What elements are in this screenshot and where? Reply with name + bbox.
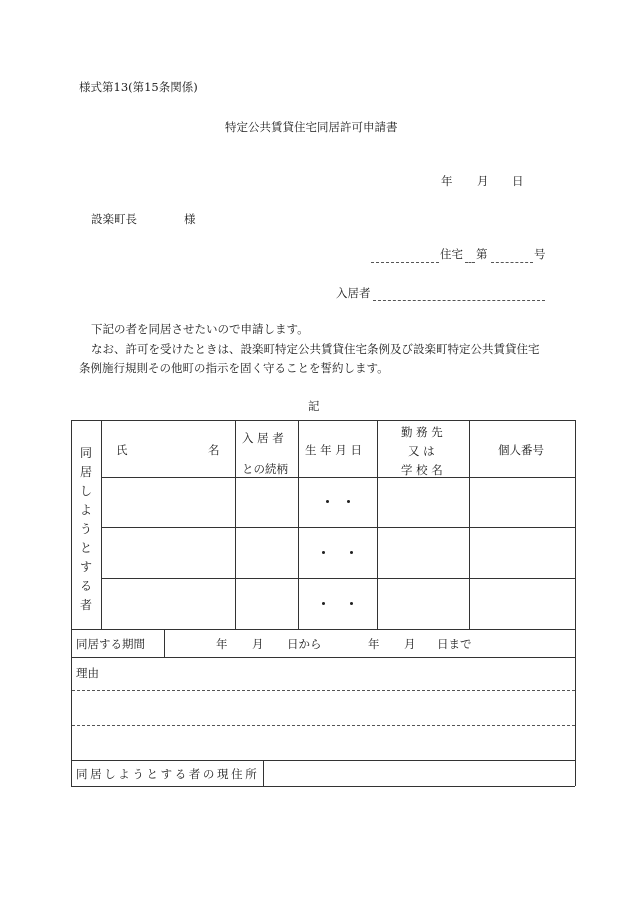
col-header-work-2: 又 は bbox=[408, 444, 435, 458]
date-month-label: 月 bbox=[477, 174, 489, 188]
reason-dashed-line-1 bbox=[72, 690, 575, 691]
row1-mynumber-cell[interactable] bbox=[470, 478, 574, 526]
ki-heading: 記 bbox=[308, 399, 320, 413]
col-header-mynumber: 個人番号 bbox=[498, 443, 544, 457]
date-separator-dot bbox=[347, 500, 350, 503]
col-header-relation-1: 入 居 者 bbox=[242, 431, 284, 445]
row3-birthdate-cell[interactable] bbox=[299, 579, 376, 628]
date-separator-dot bbox=[322, 602, 325, 605]
pledge-statement-line1: なお、許可を受けたときは、設楽町特定公共賃貸住宅条例及び設楽町特定公共賃貸住宅 bbox=[91, 342, 540, 356]
resident-label: 入居者 bbox=[336, 286, 371, 300]
row1-name-cell[interactable] bbox=[102, 478, 234, 526]
resident-name-blank[interactable] bbox=[373, 300, 545, 301]
period-year-until: 年 bbox=[368, 637, 380, 651]
side-label-char: 者 bbox=[79, 598, 92, 612]
col-header-work-3: 学 校 名 bbox=[401, 463, 443, 477]
side-label-char: 同 bbox=[79, 446, 92, 460]
date-separator-dot bbox=[326, 500, 329, 503]
date-day-label: 日 bbox=[512, 174, 524, 188]
col-header-name-2: 名 bbox=[208, 443, 220, 457]
col-header-birthdate: 生 年 月 日 bbox=[305, 443, 362, 457]
address-label: 同居しようとする者の現住所 bbox=[76, 767, 260, 781]
side-label-char: 居 bbox=[79, 465, 92, 479]
pledge-statement-line2: 条例施行規則その他町の指示を固く守ることを誓約します。 bbox=[79, 361, 389, 375]
row1-birthdate-cell[interactable] bbox=[299, 478, 376, 526]
housing-number-blank[interactable] bbox=[491, 262, 533, 263]
number-prefix: 第 bbox=[476, 247, 488, 261]
period-year-from: 年 bbox=[216, 637, 228, 651]
row2-name-cell[interactable] bbox=[102, 528, 234, 577]
side-label-char: と bbox=[79, 541, 92, 555]
col-header-name-1: 氏 bbox=[116, 443, 128, 457]
address-entry-cell[interactable] bbox=[264, 761, 574, 785]
row2-mynumber-cell[interactable] bbox=[470, 528, 574, 577]
housing-name-blank[interactable] bbox=[371, 262, 439, 263]
period-day-until: 日まで bbox=[437, 637, 472, 651]
reason-entry-area[interactable] bbox=[72, 658, 574, 760]
col-header-relation-2: との続柄 bbox=[242, 462, 288, 476]
row2-workplace-cell[interactable] bbox=[378, 528, 468, 577]
side-label-char: る bbox=[79, 579, 92, 593]
row3-workplace-cell[interactable] bbox=[378, 579, 468, 628]
period-day-from: 日から bbox=[287, 637, 322, 651]
table-border-bottom bbox=[71, 786, 575, 787]
date-separator-dot bbox=[322, 551, 325, 554]
row2-relation-cell[interactable] bbox=[236, 528, 297, 577]
date-separator-dot bbox=[350, 551, 353, 554]
reason-label: 理由 bbox=[76, 666, 99, 680]
period-month-until: 月 bbox=[404, 637, 416, 651]
housing-gap-blank bbox=[465, 262, 475, 263]
period-label: 同居する期間 bbox=[76, 637, 145, 651]
date-year-label: 年 bbox=[441, 174, 453, 188]
row3-name-cell[interactable] bbox=[102, 579, 234, 628]
number-suffix: 号 bbox=[534, 247, 546, 261]
table-border-top bbox=[71, 420, 575, 421]
table-border-right bbox=[575, 420, 576, 786]
form-number: 様式第13(第15条関係) bbox=[79, 80, 198, 94]
period-entry-cell[interactable] bbox=[165, 630, 574, 656]
side-label-char: う bbox=[79, 522, 92, 536]
side-label-char: よ bbox=[79, 503, 92, 517]
row1-relation-cell[interactable] bbox=[236, 478, 297, 526]
honorific: 様 bbox=[184, 212, 196, 226]
period-month-from: 月 bbox=[252, 637, 264, 651]
col-header-work-1: 勤 務 先 bbox=[401, 425, 443, 439]
request-statement: 下記の者を同居させたいので申請します。 bbox=[91, 322, 309, 336]
row1-workplace-cell[interactable] bbox=[378, 478, 468, 526]
row2-birthdate-cell[interactable] bbox=[299, 528, 376, 577]
page-title: 特定公共賃貸住宅同居許可申請書 bbox=[225, 120, 398, 134]
addressee: 設楽町長 bbox=[91, 212, 137, 226]
reason-dashed-line-2 bbox=[72, 725, 575, 726]
row3-mynumber-cell[interactable] bbox=[470, 579, 574, 628]
housing-label: 住宅 bbox=[440, 247, 463, 261]
side-label-char: し bbox=[79, 484, 92, 498]
date-separator-dot bbox=[350, 602, 353, 605]
side-label-char: す bbox=[79, 560, 92, 574]
row3-relation-cell[interactable] bbox=[236, 579, 297, 628]
